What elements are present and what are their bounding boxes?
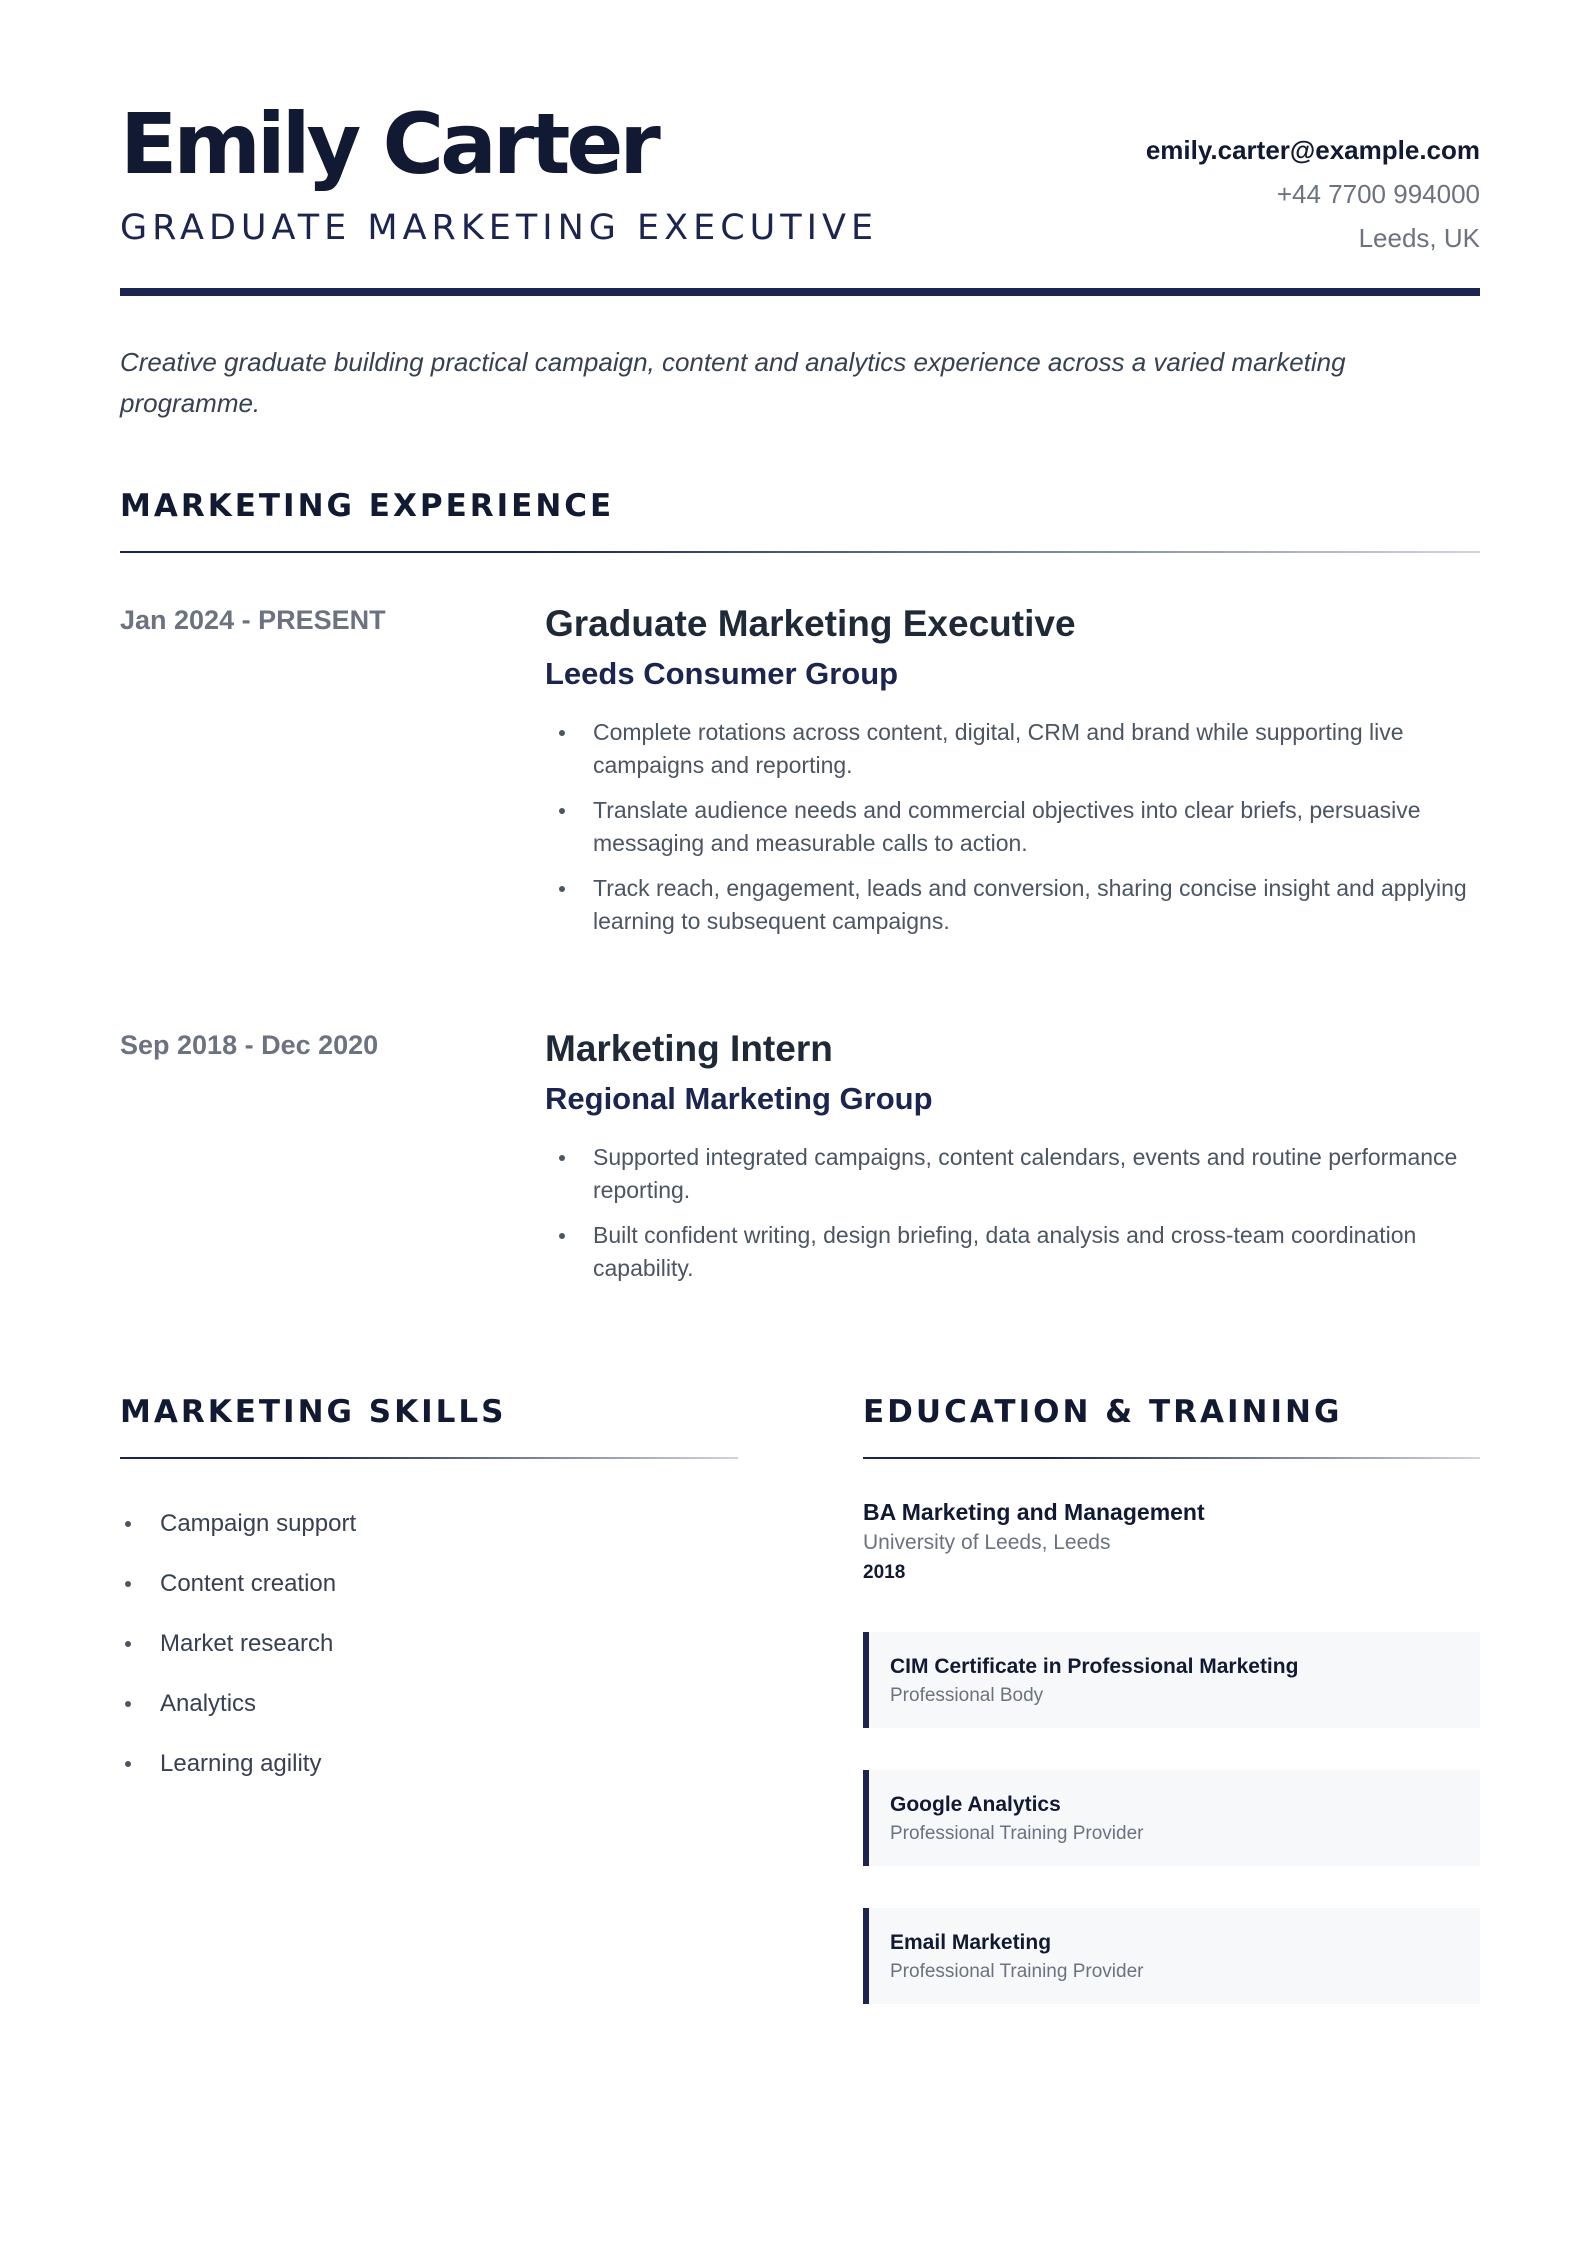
- responsibility-list: [545, 1141, 1480, 1285]
- contact-block: [1146, 128, 1480, 260]
- certification-issuer: Professional Body: [890, 1685, 1044, 1706]
- contact-location: Leeds, UK: [1358, 223, 1480, 253]
- skills-heading: MARKETING SKILLS: [120, 1394, 507, 1430]
- certification-issuer: Professional Training Provider: [890, 1823, 1144, 1844]
- responsibility-list: [545, 716, 1480, 938]
- experience-dates: Jan 2024 - PRESENT: [120, 605, 386, 635]
- responsibility-item: Complete rotations across content, digital, CRM and brand while supporting live campaigns and reporting.: [545, 716, 1480, 782]
- skill-item: Learning agility: [120, 1734, 356, 1794]
- skill-item: Campaign support: [120, 1494, 356, 1554]
- experience-heading: MARKETING EXPERIENCE: [120, 488, 615, 524]
- certification-card: [863, 1770, 1480, 1866]
- certification-card: [863, 1632, 1480, 1728]
- contact-phone: +44 7700 994000: [1276, 179, 1480, 209]
- header-divider: [120, 288, 1480, 296]
- candidate-name: Emily Carter: [120, 95, 657, 193]
- company-name: Regional Marketing Group: [545, 1081, 933, 1116]
- certification-title: CIM Certificate in Professional Marketing: [890, 1655, 1299, 1678]
- responsibility-item: Track reach, engagement, leads and conversion, sharing concise insight and applying learning to subsequent campaigns.: [545, 872, 1480, 938]
- certification-issuer: Professional Training Provider: [890, 1961, 1144, 1982]
- skills-divider: [120, 1457, 738, 1459]
- responsibility-item: Built confident writing, design briefing, data analysis and cross-team coordination capability.: [545, 1219, 1480, 1285]
- contact-email[interactable]: emily.carter@example.com: [1145, 135, 1480, 165]
- experience-dates: Sep 2018 - Dec 2020: [120, 1030, 379, 1060]
- skills-list: [120, 1494, 356, 1794]
- degree-institution: University of Leeds, Leeds: [863, 1531, 1111, 1554]
- degree-year: 2018: [863, 1562, 906, 1583]
- degree-title: BA Marketing and Management: [863, 1499, 1205, 1525]
- certification-title: Google Analytics: [890, 1793, 1061, 1816]
- profile-summary: Creative graduate building practical campaign, content and analytics experience across a varied marketing programme.: [120, 347, 1346, 418]
- responsibility-item: Supported integrated campaigns, content calendars, events and routine performance reporting.: [545, 1141, 1480, 1207]
- skill-item: Content creation: [120, 1554, 356, 1614]
- candidate-role: GRADUATE MARKETING EXECUTIVE: [120, 208, 879, 248]
- job-title: Graduate Marketing Executive: [545, 603, 1076, 644]
- education-divider: [863, 1457, 1480, 1459]
- skill-item: Market research: [120, 1614, 356, 1674]
- responsibility-item: Translate audience needs and commercial objectives into clear briefs, persuasive messaging and measurable calls to action.: [545, 794, 1480, 860]
- skill-item: Analytics: [120, 1674, 356, 1734]
- experience-divider: [120, 551, 1480, 553]
- company-name: Leeds Consumer Group: [545, 656, 899, 691]
- certification-title: Email Marketing: [890, 1931, 1052, 1954]
- degree-entry: [863, 1496, 1480, 1588]
- job-title: Marketing Intern: [545, 1028, 833, 1069]
- certification-card: [863, 1908, 1480, 2004]
- education-heading: EDUCATION & TRAINING: [863, 1394, 1343, 1430]
